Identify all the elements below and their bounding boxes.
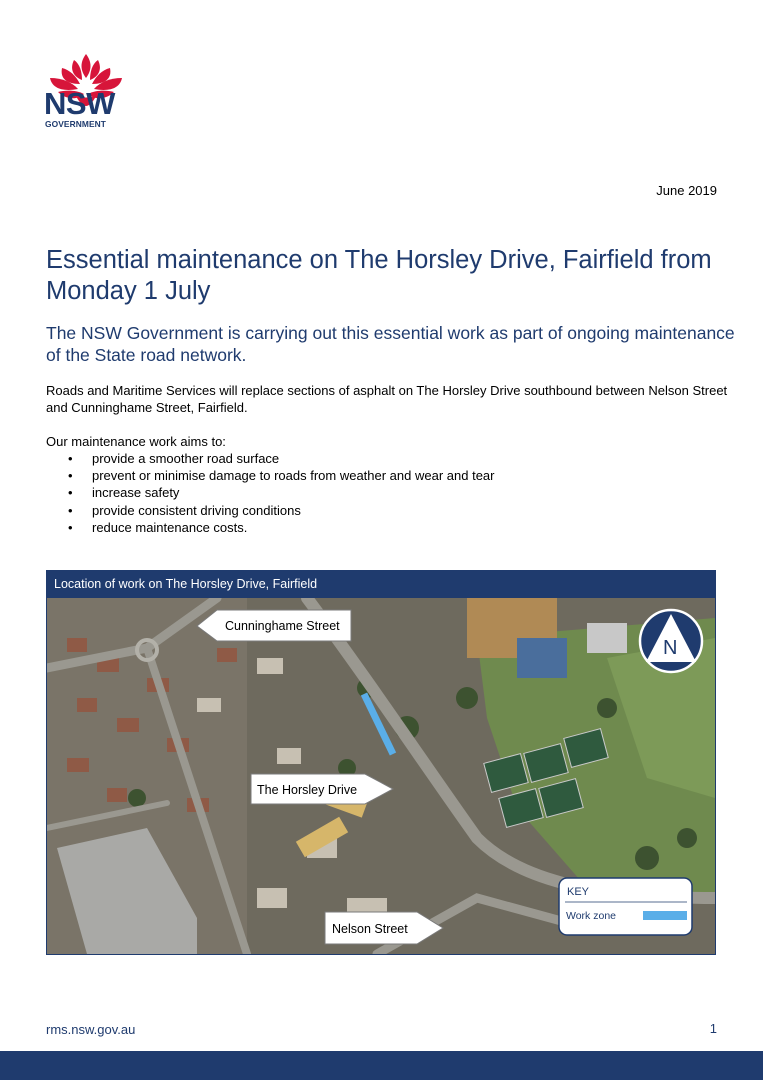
svg-text:The Horsley Drive: The Horsley Drive bbox=[257, 783, 358, 797]
svg-text:N: N bbox=[663, 637, 678, 659]
list-item: • provide consistent driving conditions bbox=[68, 502, 301, 518]
location-map-figure bbox=[46, 570, 716, 955]
list-item: • prevent or minimise damage to roads from weather and wear and tear bbox=[68, 468, 495, 484]
page-number: 1 bbox=[709, 1021, 717, 1036]
map-key bbox=[559, 878, 692, 935]
aerial-map bbox=[47, 598, 715, 954]
aims-list bbox=[46, 450, 494, 536]
list-item: • increase safety bbox=[68, 485, 180, 501]
horsley-drive-label bbox=[251, 774, 393, 804]
logo-wordmark: NSW bbox=[44, 86, 115, 121]
bullet-icon: • bbox=[68, 485, 73, 501]
footer-bar bbox=[0, 1051, 763, 1080]
publication-date: June 2019 bbox=[656, 183, 717, 198]
cunninghame-street-label bbox=[197, 610, 351, 641]
aims-intro: Our maintenance work aims to: bbox=[46, 434, 226, 449]
svg-text:Nelson Street: Nelson Street bbox=[332, 922, 408, 936]
svg-text:Work zone: Work zone bbox=[566, 910, 616, 922]
nelson-street-label bbox=[325, 912, 443, 944]
bullet-icon: • bbox=[68, 502, 73, 518]
svg-text:Cunninghame Street: Cunninghame Street bbox=[225, 619, 340, 633]
page-title: Essential maintenance on The Horsley Drive, Fairfield from Monday 1 July bbox=[46, 246, 712, 305]
intro-paragraph: Roads and Maritime Services will replace sections of asphalt on The Horsley Drive southbound between Nelson Street and Cunninghame Street, Fairfield. bbox=[46, 383, 728, 415]
svg-text:KEY: KEY bbox=[567, 886, 590, 898]
page-subtitle: The NSW Government is carrying out this essential work as part of ongoing maintenance of the State road network. bbox=[46, 323, 735, 365]
map-caption: Location of work on The Horsley Drive, Fairfield bbox=[47, 571, 715, 598]
bullet-icon: • bbox=[68, 519, 73, 535]
footer-url-link[interactable]: rms.nsw.gov.au bbox=[46, 1022, 136, 1037]
logo-subname: GOVERNMENT bbox=[45, 119, 107, 129]
list-item: • reduce maintenance costs. bbox=[68, 519, 248, 535]
work-zone-swatch bbox=[643, 911, 687, 920]
list-item: • provide a smoother road surface bbox=[68, 451, 280, 466]
north-arrow-icon bbox=[640, 610, 702, 672]
bullet-icon: • bbox=[68, 468, 73, 484]
bullet-icon: • bbox=[68, 451, 73, 466]
